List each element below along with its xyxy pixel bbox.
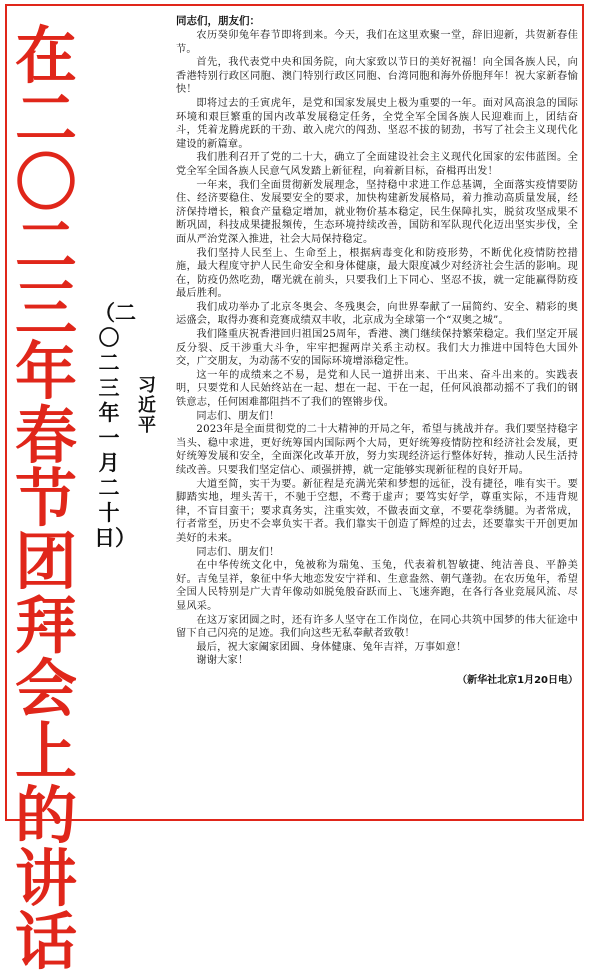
paragraph: 一年来，我们全面贯彻新发展理念，坚持稳中求进工作总基调，全面落实疫情要防住、经济要稳住、发展要安全的要求，加快构建新发展格局，着力推动高质量发展，经济保持增长，粮食产量稳定增加，就业物价基本稳定，民生保障扎实，脱贫攻坚成果不断巩固，科技成果捷报频传，生态环境持续改善，国防和军队现代化迈出坚实步伐，全面从严治党深入推进，社会大局保持稳定。 [176, 179, 578, 245]
paragraph: 最后，祝大家阖家团圆、身体健康、兔年吉祥，万事如意！ [196, 641, 467, 653]
paragraph: 同志们、朋友们！ [196, 410, 280, 422]
paragraph: 大道至简，实干为要。新征程是充满光荣和梦想的远征，没有捷径，唯有实干。要脚踏实地，埋头苦干，不驰于空想，不骛于虚声；要笃实好学，尊重实际，不违背规律，不盲目蛮干；要求真务实，注重实效，不做表面文章，不要花拳绣腿。为者常成，行者常至，历史不会辜负实干者。我们靠实干创造了辉煌的过去，还要靠实干开创更加美好的未来。 [176, 478, 578, 544]
paragraph: 这一年的成绩来之不易，是党和人民一道拼出来、干出来、奋斗出来的。实践表明，只要党和人民始终站在一起、想在一起、干在一起，任何风浪都动摇不了我们的钢铁意志，任何困难都阻挡不了我们的铿锵步伐。 [176, 369, 578, 409]
paragraph-list [176, 29, 578, 668]
paragraph: 在中华传统文化中，兔被称为瑞兔、玉兔，代表着机智敏捷、纯洁善良、平静美好。吉兔呈祥，象征中华大地恋发安宁祥和、生意盎然、朝气蓬勃。在农历兔年，希望全国人民特别是广大青年像动如脱兔般奋跃而上、飞速奔跑，在各行各业竞展风流、尽显风采。 [176, 560, 578, 612]
paragraph: 同志们、朋友们！ [196, 546, 280, 558]
salutation: 同志们，朋友们： [176, 15, 260, 27]
paragraph: 即将过去的壬寅虎年，是党和国家发展史上极为重要的一年。面对风高浪急的国际环境和艰巨繁重的国内改革发展稳定任务，全党全军全国各族人民迎难而上，团结奋斗，凭着龙腾虎跃的干劲、敢入虎穴的闯劲、坚忍不拔的韧劲，书写了社会主义现代化建设的新篇章。 [176, 97, 578, 150]
news-credit: （新华社北京1月20日电） [457, 674, 578, 686]
article-body [176, 14, 578, 812]
paragraph: 我们坚持人民至上、生命至上，根据病毒变化和防疫形势，不断优化疫情防控措施，最大程度守护人民生命安全和身体健康，最大限度减少对经济社会生活的影响。现在，防疫仍然吃劲，曙光就在前头，只要我们上下同心、坚忍不拔，就一定能赢得防疫最后胜利。 [176, 247, 578, 300]
paragraph: 在这万家团圆之时，还有许多人坚守在工作岗位，在同心共筑中国梦的伟大征途中留下自己闪亮的足迹。我们向这些无私奉献者致敬！ [176, 614, 578, 640]
article-title: 在二〇二三年春节团拜会上的讲话 [14, 19, 77, 978]
paragraph: 我们成功举办了北京冬奥会、冬残奥会，向世界奉献了一届简约、安全、精彩的奥运盛会，取得办赛和竞赛成绩双丰收，北京成为全球第一个“双奥之城”。 [176, 301, 578, 327]
paragraph: 谢谢大家！ [196, 655, 249, 667]
paragraph: 首先，我代表党中央和国务院，向大家致以节日的美好祝福！向全国各族人民，向香港特别行政区同胞、澳门特别行政区同胞、台湾同胞和海外侨胞拜年！祝大家新春愉快！ [176, 57, 578, 96]
paragraph: 我们隆重庆祝香港回归祖国25周年，香港、澳门继续保持繁荣稳定。我们坚定开展反分裂、反干涉重大斗争，牢牢把握两岸关系主动权。我们大力推进中国特色大国外交，广交朋友，为动荡不安的国际环境增添稳定性。 [176, 329, 578, 368]
paragraph: 农历癸卯兔年春节即将到来。今天，我们在这里欢聚一堂，辞旧迎新，共贺新春佳节。 [176, 30, 578, 55]
paragraph: 2023年是全面贯彻党的二十大精神的开局之年，希望与挑战并存。我们要坚持稳字当头、稳中求进，更好统筹国内国际两个大局，更好统筹疫情防控和经济社会发展，更好统筹发展和安全，全面深化改革开放，努力实现经济运行整体好转，推动人民生活持续改善。只要我们坚定信心、顽强拼搏，就一定能够实现新征程的良好开局。 [176, 424, 578, 476]
paragraph: 我们胜利召开了党的二十大，确立了全面建设社会主义现代化国家的宏伟蓝图。全党全军全国各族人民意气风发踏上新征程，向着新目标，奋楫再出发！ [176, 152, 578, 177]
speech-author: 习近平 [138, 375, 156, 436]
speech-date: （二〇二三年一月二十日） [94, 300, 136, 550]
